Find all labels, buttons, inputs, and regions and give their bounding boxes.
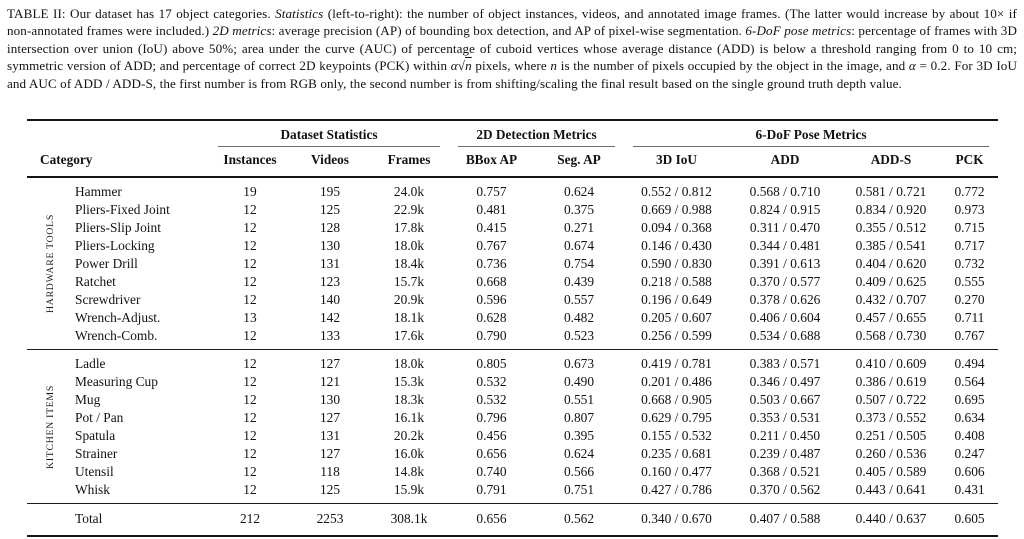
group-header-6-dof-pose-metrics xyxy=(624,120,998,147)
caption-segment: α xyxy=(908,58,916,74)
cell-pot-pan-pck: 0.634 xyxy=(954,410,985,425)
cell-ladle-pck: 0.494 xyxy=(954,356,985,371)
cell-pot-pan-bbox-ap: 0.796 xyxy=(476,410,507,425)
cell-screwdriver-category: Screwdriver xyxy=(75,292,141,307)
cell-ladle-add: 0.383 / 0.571 xyxy=(749,356,821,371)
cell-screwdriver-pck: 0.270 xyxy=(954,292,985,307)
table-row-pliers-locking xyxy=(27,237,998,255)
table-row-strainer xyxy=(27,445,998,463)
cell-pliers-locking-category: Pliers-Locking xyxy=(75,238,155,253)
cell-spatula-videos: 131 xyxy=(319,428,341,443)
cell-wrench-comb-3d-iou: 0.256 / 0.599 xyxy=(624,327,729,350)
cell-pliers-slip-joint-add-s: 0.355 / 0.512 xyxy=(855,220,927,235)
caption-segment: is the number of pixels occupied by the object in the image, and xyxy=(557,58,909,74)
cell-power-drill-instances: 12 xyxy=(243,256,257,271)
cell-ratchet-add-s: 0.409 / 0.625 xyxy=(855,274,927,289)
cell-utensil-add-s: 0.405 / 0.589 xyxy=(855,464,927,479)
total-cell-add-s: 0.440 / 0.637 xyxy=(841,504,941,537)
cell-measuring-cup-3d-iou: 0.201 / 0.486 xyxy=(641,374,712,389)
column-header-add: ADD xyxy=(729,147,841,177)
results-table xyxy=(27,119,998,537)
cell-screwdriver-seg-ap: 0.557 xyxy=(563,292,595,307)
table-row-wrench-adjust xyxy=(27,309,998,327)
cell-utensil-category: Utensil xyxy=(75,464,114,479)
cell-pot-pan-add: 0.353 / 0.531 xyxy=(749,410,821,425)
column-header-videos: Videos xyxy=(291,147,369,177)
cell-strainer-add-s: 0.260 / 0.536 xyxy=(855,446,927,461)
cell-pliers-slip-joint-bbox-ap: 0.415 xyxy=(476,220,507,235)
cell-pliers-locking-instances: 12 xyxy=(243,238,257,253)
cell-ratchet-videos: 123 xyxy=(319,274,341,289)
table-row-ladle xyxy=(27,350,998,374)
cell-wrench-comb-bbox-ap: 0.790 xyxy=(449,327,534,350)
cell-wrench-adjust-bbox-ap: 0.628 xyxy=(476,310,507,325)
caption-segment: TABLE II: Our dataset has 17 object categories. xyxy=(7,6,276,21)
cell-pliers-locking-videos: 130 xyxy=(319,238,341,253)
group-header-dataset-statistics xyxy=(209,120,449,147)
cell-ladle-bbox-ap: 0.805 xyxy=(476,356,507,371)
cell-measuring-cup-seg-ap: 0.490 xyxy=(563,374,595,389)
cell-pot-pan-category: Pot / Pan xyxy=(75,410,124,425)
cell-spatula-bbox-ap: 0.456 xyxy=(476,428,507,443)
cell-screwdriver-instances: 12 xyxy=(243,292,257,307)
cell-mug-videos: 130 xyxy=(319,392,341,407)
cell-ratchet-seg-ap: 0.439 xyxy=(563,274,595,289)
cell-strainer-category: Strainer xyxy=(75,446,118,461)
group-header-label: Dataset Statistics xyxy=(218,127,440,147)
cell-measuring-cup-videos: 121 xyxy=(319,374,341,389)
section-cell-hardware-tools xyxy=(27,177,75,350)
total-cell-frames: 308.1k xyxy=(369,504,449,537)
cell-pliers-slip-joint-instances: 12 xyxy=(243,220,257,235)
cell-strainer-add: 0.239 / 0.487 xyxy=(749,446,821,461)
cell-mug-bbox-ap: 0.532 xyxy=(476,392,507,407)
cell-utensil-instances: 12 xyxy=(243,464,257,479)
column-header-seg-ap: Seg. AP xyxy=(534,147,624,177)
cell-measuring-cup-add-s: 0.386 / 0.619 xyxy=(855,374,927,389)
cell-power-drill-bbox-ap: 0.736 xyxy=(476,256,507,271)
cell-screwdriver-bbox-ap: 0.596 xyxy=(476,292,507,307)
table-row-hammer xyxy=(27,177,998,201)
total-row-spacer xyxy=(27,504,75,537)
cell-spatula-seg-ap: 0.395 xyxy=(563,428,595,443)
cell-wrench-adjust-3d-iou: 0.205 / 0.607 xyxy=(641,310,712,325)
cell-whisk-add: 0.370 / 0.562 xyxy=(729,481,841,504)
cell-strainer-seg-ap: 0.624 xyxy=(563,446,595,461)
table-header xyxy=(27,120,998,177)
column-header-instances: Instances xyxy=(209,147,291,177)
cell-pliers-fixed-joint-seg-ap: 0.375 xyxy=(563,202,595,217)
cell-hammer-3d-iou: 0.552 / 0.812 xyxy=(641,184,712,199)
cell-wrench-comb-videos: 133 xyxy=(291,327,369,350)
cell-ladle-add-s: 0.410 / 0.609 xyxy=(855,356,927,371)
table-caption xyxy=(7,5,1017,92)
cell-mug-add-s: 0.507 / 0.722 xyxy=(855,392,927,407)
table-body xyxy=(27,177,998,536)
cell-whisk-instances: 12 xyxy=(209,481,291,504)
cell-mug-frames: 18.3k xyxy=(393,392,425,407)
cell-hammer-seg-ap: 0.624 xyxy=(563,184,595,199)
cell-pliers-fixed-joint-videos: 125 xyxy=(319,202,341,217)
column-header-3d-iou: 3D IoU xyxy=(624,147,729,177)
cell-utensil-add: 0.368 / 0.521 xyxy=(749,464,821,479)
cell-screwdriver-frames: 20.9k xyxy=(393,292,425,307)
cell-strainer-instances: 12 xyxy=(243,446,257,461)
cell-pliers-fixed-joint-pck: 0.973 xyxy=(954,202,985,217)
cell-power-drill-3d-iou: 0.590 / 0.830 xyxy=(641,256,712,271)
table-row-wrench-comb xyxy=(27,327,998,350)
cell-utensil-frames: 14.8k xyxy=(393,464,425,479)
cell-ladle-3d-iou: 0.419 / 0.781 xyxy=(641,356,712,371)
cell-measuring-cup-instances: 12 xyxy=(243,374,257,389)
cell-mug-instances: 12 xyxy=(243,392,257,407)
table-row-mug xyxy=(27,391,998,409)
cell-ratchet-pck: 0.555 xyxy=(954,274,985,289)
cell-wrench-comb-category: Wrench-Comb. xyxy=(75,327,209,350)
caption-segment: α xyxy=(450,58,458,74)
cell-utensil-3d-iou: 0.160 / 0.477 xyxy=(641,464,712,479)
cell-ladle-category: Ladle xyxy=(75,356,106,371)
cell-strainer-pck: 0.247 xyxy=(954,446,985,461)
cell-wrench-comb-add: 0.534 / 0.688 xyxy=(729,327,841,350)
section-label-hardware-tools: HARDWARE TOOLS xyxy=(45,214,56,313)
cell-ladle-videos: 127 xyxy=(319,356,341,371)
caption-segment: 6-DoF pose metrics xyxy=(745,23,852,39)
cell-strainer-bbox-ap: 0.656 xyxy=(476,446,507,461)
caption-segment: : average precision (AP) of bounding box detection, and AP of pixel-wise segmentation. xyxy=(271,23,746,39)
cell-whisk-add-s: 0.443 / 0.641 xyxy=(841,481,941,504)
cell-wrench-adjust-add-s: 0.457 / 0.655 xyxy=(855,310,927,325)
cell-whisk-videos: 125 xyxy=(291,481,369,504)
column-header-frames: Frames xyxy=(369,147,449,177)
caption-segment: 2D metrics xyxy=(212,23,272,39)
table-row-measuring-cup xyxy=(27,373,998,391)
cell-wrench-comb-frames: 17.6k xyxy=(369,327,449,350)
cell-pliers-locking-add-s: 0.385 / 0.541 xyxy=(855,238,927,253)
total-cell-videos: 2253 xyxy=(291,504,369,537)
cell-ratchet-3d-iou: 0.218 / 0.588 xyxy=(641,274,712,289)
column-header-category: Category xyxy=(27,147,209,177)
cell-spatula-3d-iou: 0.155 / 0.532 xyxy=(641,428,712,443)
group-header-row xyxy=(27,120,998,147)
cell-spatula-frames: 20.2k xyxy=(393,428,425,443)
cell-pot-pan-seg-ap: 0.807 xyxy=(563,410,595,425)
cell-wrench-comb-seg-ap: 0.523 xyxy=(534,327,624,350)
cell-ratchet-instances: 12 xyxy=(243,274,257,289)
cell-wrench-comb-pck: 0.767 xyxy=(941,327,998,350)
cell-wrench-adjust-add: 0.406 / 0.604 xyxy=(749,310,821,325)
cell-power-drill-frames: 18.4k xyxy=(393,256,425,271)
cell-ratchet-bbox-ap: 0.668 xyxy=(476,274,507,289)
cell-hammer-instances: 19 xyxy=(243,184,257,199)
caption-segment: √ xyxy=(457,58,466,74)
cell-whisk-3d-iou: 0.427 / 0.786 xyxy=(624,481,729,504)
total-cell-instances: 212 xyxy=(209,504,291,537)
table-row-pliers-slip-joint xyxy=(27,219,998,237)
total-cell-pck: 0.605 xyxy=(941,504,998,537)
cell-spatula-add-s: 0.251 / 0.505 xyxy=(855,428,927,443)
cell-power-drill-pck: 0.732 xyxy=(954,256,985,271)
cell-pliers-locking-bbox-ap: 0.767 xyxy=(476,238,507,253)
cell-strainer-videos: 127 xyxy=(319,446,341,461)
total-cell-add: 0.407 / 0.588 xyxy=(729,504,841,537)
cell-pliers-fixed-joint-frames: 22.9k xyxy=(393,202,425,217)
cell-spatula-instances: 12 xyxy=(243,428,257,443)
cell-wrench-comb-instances: 12 xyxy=(209,327,291,350)
group-header-spacer xyxy=(27,120,209,147)
total-cell-category: Total xyxy=(75,504,209,537)
cell-pliers-slip-joint-pck: 0.715 xyxy=(954,220,985,235)
column-header-add-s: ADD-S xyxy=(841,147,941,177)
cell-pot-pan-frames: 16.1k xyxy=(393,410,425,425)
cell-spatula-add: 0.211 / 0.450 xyxy=(749,428,821,443)
cell-power-drill-seg-ap: 0.754 xyxy=(563,256,595,271)
cell-mug-pck: 0.695 xyxy=(954,392,985,407)
cell-pliers-slip-joint-category: Pliers-Slip Joint xyxy=(75,220,161,235)
cell-pot-pan-3d-iou: 0.629 / 0.795 xyxy=(641,410,712,425)
cell-hammer-bbox-ap: 0.757 xyxy=(476,184,507,199)
cell-ladle-seg-ap: 0.673 xyxy=(563,356,595,371)
cell-hammer-add-s: 0.581 / 0.721 xyxy=(855,184,927,199)
cell-hammer-category: Hammer xyxy=(75,184,122,199)
cell-whisk-frames: 15.9k xyxy=(369,481,449,504)
table-row-pliers-fixed-joint xyxy=(27,201,998,219)
cell-strainer-3d-iou: 0.235 / 0.681 xyxy=(641,446,712,461)
cell-utensil-videos: 118 xyxy=(320,464,340,479)
cell-strainer-frames: 16.0k xyxy=(393,446,425,461)
cell-pliers-fixed-joint-add: 0.824 / 0.915 xyxy=(749,202,821,217)
cell-mug-add: 0.503 / 0.667 xyxy=(749,392,821,407)
cell-hammer-pck: 0.772 xyxy=(954,184,985,199)
cell-screwdriver-add-s: 0.432 / 0.707 xyxy=(855,292,927,307)
caption-segment: : percentage of frames with 3D intersection over union (IoU) above 50%; area under the curve (AUC) of percentage of cuboid vertices whose average distance (ADD) is below a threshold ranging from 0 to 10 cm; symmetric version of ADD; and percentage of correct 2D keypoints (PCK) within xyxy=(7,23,1018,74)
cell-measuring-cup-category: Measuring Cup xyxy=(75,374,158,389)
total-cell-bbox-ap: 0.656 xyxy=(449,504,534,537)
cell-pliers-fixed-joint-instances: 12 xyxy=(243,202,257,217)
section-label-kitchen-items: KITCHEN ITEMS xyxy=(45,384,56,469)
cell-pliers-locking-3d-iou: 0.146 / 0.430 xyxy=(641,238,712,253)
cell-wrench-adjust-frames: 18.1k xyxy=(393,310,425,325)
cell-measuring-cup-frames: 15.3k xyxy=(393,374,425,389)
cell-pliers-fixed-joint-3d-iou: 0.669 / 0.988 xyxy=(641,202,712,217)
cell-pliers-slip-joint-videos: 128 xyxy=(319,220,341,235)
cell-power-drill-category: Power Drill xyxy=(75,256,138,271)
cell-hammer-videos: 195 xyxy=(319,184,341,199)
cell-ladle-frames: 18.0k xyxy=(393,356,425,371)
cell-pliers-locking-frames: 18.0k xyxy=(393,238,425,253)
section-cell-kitchen-items xyxy=(27,350,75,504)
column-header-row xyxy=(27,147,998,177)
cell-mug-3d-iou: 0.668 / 0.905 xyxy=(641,392,712,407)
cell-wrench-adjust-pck: 0.711 xyxy=(954,310,985,325)
cell-ratchet-add: 0.370 / 0.577 xyxy=(749,274,821,289)
cell-utensil-bbox-ap: 0.740 xyxy=(476,464,507,479)
cell-pliers-slip-joint-frames: 17.8k xyxy=(393,220,425,235)
cell-mug-category: Mug xyxy=(75,392,101,407)
caption-segment: (left-to-right): the number of object instances, videos, and annotated image frames. (The latter would increase by about 10× if non-annotated frames were included.) xyxy=(7,6,1017,39)
cell-power-drill-add-s: 0.404 / 0.620 xyxy=(855,256,927,271)
cell-ratchet-category: Ratchet xyxy=(75,274,116,289)
caption-segment: pixels, where xyxy=(471,58,551,74)
cell-ladle-instances: 12 xyxy=(243,356,257,371)
cell-wrench-adjust-instances: 13 xyxy=(243,310,257,325)
cell-measuring-cup-add: 0.346 / 0.497 xyxy=(749,374,821,389)
cell-screwdriver-videos: 140 xyxy=(319,292,341,307)
table-row-power-drill xyxy=(27,255,998,273)
cell-pliers-slip-joint-seg-ap: 0.271 xyxy=(563,220,595,235)
cell-wrench-adjust-category: Wrench-Adjust. xyxy=(75,310,161,325)
cell-pliers-locking-seg-ap: 0.674 xyxy=(563,238,595,253)
cell-pliers-fixed-joint-category: Pliers-Fixed Joint xyxy=(75,202,170,217)
cell-spatula-category: Spatula xyxy=(75,428,116,443)
cell-pliers-slip-joint-add: 0.311 / 0.470 xyxy=(749,220,821,235)
cell-whisk-category: Whisk xyxy=(75,481,209,504)
cell-utensil-pck: 0.606 xyxy=(954,464,985,479)
caption-segment: n xyxy=(465,58,472,74)
cell-wrench-adjust-seg-ap: 0.482 xyxy=(563,310,595,325)
cell-pot-pan-instances: 12 xyxy=(243,410,257,425)
table-row-pot-pan xyxy=(27,409,998,427)
table-row-utensil xyxy=(27,463,998,481)
total-cell-3d-iou: 0.340 / 0.670 xyxy=(624,504,729,537)
cell-pliers-locking-pck: 0.717 xyxy=(954,238,985,253)
caption-segment: = 0.2. For 3D IoU and AUC of ADD / ADD-S, the first number is from RGB only, the second number is from shifting/scaling the final result based on the single ground truth depth value. xyxy=(7,58,1017,91)
cell-pot-pan-videos: 127 xyxy=(319,410,341,425)
total-row xyxy=(27,504,998,537)
cell-measuring-cup-pck: 0.564 xyxy=(954,374,985,389)
cell-spatula-pck: 0.408 xyxy=(954,428,985,443)
cell-power-drill-videos: 131 xyxy=(319,256,341,271)
cell-pliers-fixed-joint-bbox-ap: 0.481 xyxy=(476,202,507,217)
cell-pliers-locking-add: 0.344 / 0.481 xyxy=(749,238,821,253)
cell-mug-seg-ap: 0.551 xyxy=(563,392,595,407)
cell-whisk-seg-ap: 0.751 xyxy=(534,481,624,504)
cell-screwdriver-add: 0.378 / 0.626 xyxy=(749,292,821,307)
cell-pot-pan-add-s: 0.373 / 0.552 xyxy=(855,410,927,425)
cell-pliers-slip-joint-3d-iou: 0.094 / 0.368 xyxy=(641,220,712,235)
caption-segment: Statistics xyxy=(275,6,324,21)
table-row-whisk xyxy=(27,481,998,504)
column-header-pck: PCK xyxy=(941,147,998,177)
cell-wrench-adjust-videos: 142 xyxy=(319,310,341,325)
group-header-label: 2D Detection Metrics xyxy=(458,127,615,147)
table-row-ratchet xyxy=(27,273,998,291)
cell-whisk-bbox-ap: 0.791 xyxy=(449,481,534,504)
cell-screwdriver-3d-iou: 0.196 / 0.649 xyxy=(641,292,712,307)
group-header-2d-detection-metrics xyxy=(449,120,624,147)
cell-wrench-comb-add-s: 0.568 / 0.730 xyxy=(841,327,941,350)
cell-utensil-seg-ap: 0.566 xyxy=(563,464,595,479)
cell-hammer-add: 0.568 / 0.710 xyxy=(749,184,821,199)
table-row-screwdriver xyxy=(27,291,998,309)
cell-hammer-frames: 24.0k xyxy=(393,184,425,199)
group-header-label: 6-DoF Pose Metrics xyxy=(633,127,989,147)
total-cell-seg-ap: 0.562 xyxy=(534,504,624,537)
cell-pliers-fixed-joint-add-s: 0.834 / 0.920 xyxy=(855,202,927,217)
column-header-bbox-ap: BBox AP xyxy=(449,147,534,177)
cell-measuring-cup-bbox-ap: 0.532 xyxy=(476,374,507,389)
cell-whisk-pck: 0.431 xyxy=(941,481,998,504)
caption-segment: n xyxy=(550,58,558,74)
cell-power-drill-add: 0.391 / 0.613 xyxy=(749,256,821,271)
cell-ratchet-frames: 15.7k xyxy=(393,274,425,289)
table-row-spatula xyxy=(27,427,998,445)
